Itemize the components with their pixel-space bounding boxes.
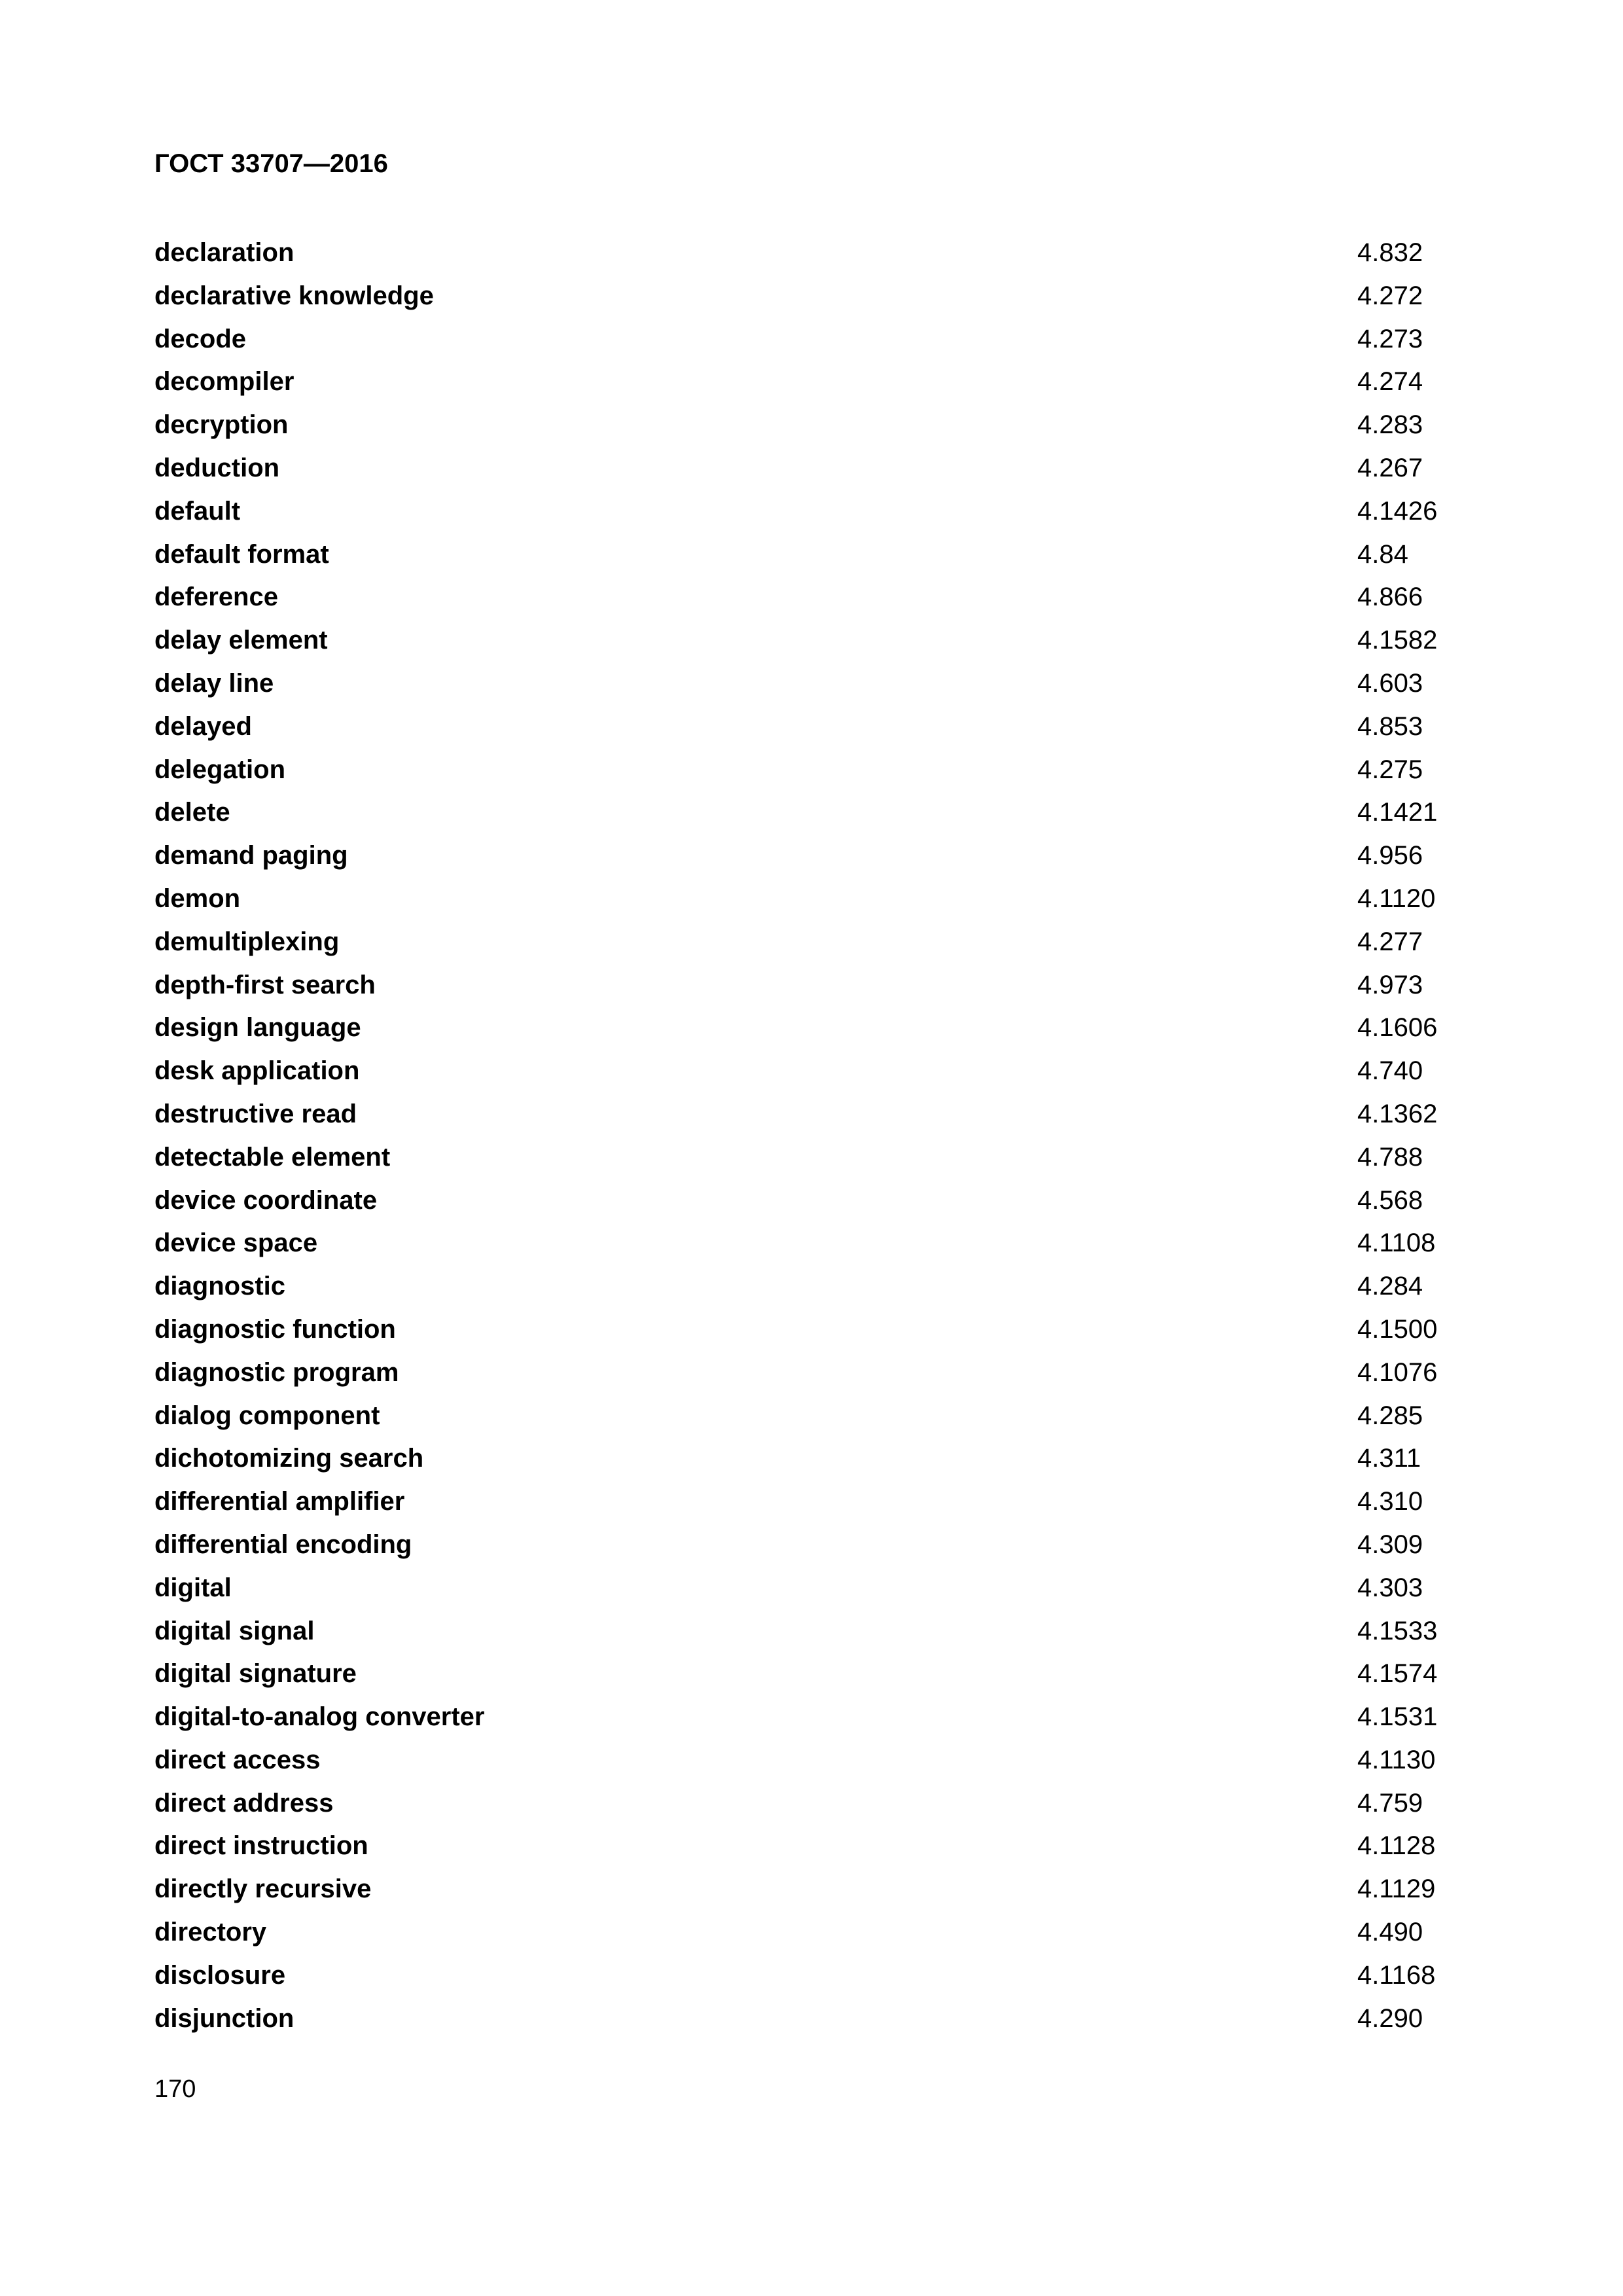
index-term: demon: [154, 884, 241, 913]
index-entry: [154, 321, 1470, 364]
index-reference: 4.973: [1357, 970, 1423, 999]
index-entry: [154, 1139, 1470, 1182]
document-header: ГОСТ 33707—2016: [154, 149, 388, 178]
index-reference: 4.283: [1357, 410, 1423, 440]
index-term: device space: [154, 1229, 318, 1258]
index-entry: [154, 837, 1470, 880]
index-entry: [154, 579, 1470, 622]
index-reference: 4.1076: [1357, 1357, 1438, 1387]
index-entry: [154, 1613, 1470, 1656]
index-term: differential amplifier: [154, 1487, 405, 1516]
index-entry: [154, 794, 1470, 837]
index-term: default: [154, 496, 241, 526]
index-term: delegation: [154, 755, 286, 784]
index-entry: [154, 708, 1470, 751]
index-reference: 4.832: [1357, 238, 1423, 267]
index-term: demultiplexing: [154, 927, 340, 956]
index-entry: [154, 924, 1470, 967]
index-term: differential encoding: [154, 1530, 412, 1559]
index-reference: 4.568: [1357, 1185, 1423, 1215]
index-term: destructive read: [154, 1099, 357, 1128]
index-reference: 4.1500: [1357, 1314, 1438, 1344]
index-entry: [154, 665, 1470, 708]
index-reference: 4.603: [1357, 668, 1423, 698]
index-reference: 4.1108: [1357, 1229, 1436, 1258]
index-term: decode: [154, 324, 247, 353]
index-list: [154, 234, 1470, 2043]
index-term: directory: [154, 1918, 267, 1947]
index-entry: [154, 880, 1470, 924]
index-reference: 4.1130: [1357, 1745, 1436, 1774]
index-entry: [154, 278, 1470, 321]
index-term: delayed: [154, 711, 252, 741]
index-term: detectable element: [154, 1142, 391, 1172]
index-term: disclosure: [154, 1960, 286, 1990]
index-term: deference: [154, 583, 278, 612]
index-term: device coordinate: [154, 1185, 378, 1215]
index-entry: [154, 1268, 1470, 1311]
index-reference: 4.84: [1357, 539, 1408, 569]
index-entry: [154, 1785, 1470, 1828]
index-term: decryption: [154, 410, 289, 440]
index-reference: 4.1533: [1357, 1616, 1438, 1645]
index-reference: 4.853: [1357, 711, 1423, 741]
index-entry: [154, 406, 1470, 450]
index-reference: 4.310: [1357, 1487, 1423, 1516]
index-term: deduction: [154, 453, 280, 482]
index-term: disjunction: [154, 2003, 294, 2033]
index-term: default format: [154, 539, 329, 569]
index-entry: [154, 1225, 1470, 1268]
index-term: diagnostic program: [154, 1357, 399, 1387]
index-term: digital signal: [154, 1616, 315, 1645]
index-entry: [154, 1397, 1470, 1441]
index-reference: 4.1421: [1357, 798, 1438, 827]
index-reference: 4.759: [1357, 1788, 1423, 1818]
index-entry: [154, 1182, 1470, 1225]
index-reference: 4.290: [1357, 2003, 1423, 2033]
index-entry: [154, 1742, 1470, 1785]
index-reference: 4.956: [1357, 841, 1423, 870]
index-term: digital-to-analog converter: [154, 1702, 485, 1732]
index-term: declaration: [154, 238, 294, 267]
index-reference: 4.309: [1357, 1530, 1423, 1559]
index-reference: 4.274: [1357, 367, 1423, 397]
index-term: depth-first search: [154, 970, 376, 999]
index-term: demand paging: [154, 841, 348, 870]
index-entry: [154, 1698, 1470, 1742]
index-reference: 4.1426: [1357, 496, 1438, 526]
index-entry: [154, 493, 1470, 536]
index-reference: 4.1362: [1357, 1099, 1438, 1128]
index-term: digital: [154, 1573, 232, 1602]
index-entry: [154, 622, 1470, 665]
index-term: dichotomizing search: [154, 1444, 424, 1473]
index-reference: 4.1574: [1357, 1659, 1438, 1689]
index-reference: 4.866: [1357, 583, 1423, 612]
index-term: dialog component: [154, 1401, 380, 1430]
index-term: desk application: [154, 1056, 360, 1086]
index-reference: 4.1531: [1357, 1702, 1438, 1732]
index-term: design language: [154, 1013, 361, 1043]
index-entry: [154, 1871, 1470, 1914]
index-reference: 4.1129: [1357, 1874, 1436, 1904]
index-reference: 4.1120: [1357, 884, 1436, 913]
index-entry: [154, 967, 1470, 1010]
index-entry: [154, 536, 1470, 579]
index-entry: [154, 234, 1470, 278]
index-reference: 4.275: [1357, 755, 1423, 784]
index-reference: 4.311: [1357, 1444, 1421, 1473]
index-reference: 4.490: [1357, 1918, 1423, 1947]
index-reference: 4.303: [1357, 1573, 1423, 1602]
index-entry: [154, 751, 1470, 795]
index-term: diagnostic function: [154, 1314, 396, 1344]
index-entry: [154, 1914, 1470, 1957]
index-reference: 4.740: [1357, 1056, 1423, 1086]
index-term: direct access: [154, 1745, 321, 1774]
index-reference: 4.1606: [1357, 1013, 1438, 1043]
index-entry: [154, 1311, 1470, 1354]
index-term: delay line: [154, 668, 274, 698]
index-entry: [154, 2000, 1470, 2043]
index-entry: [154, 450, 1470, 493]
index-entry: [154, 1570, 1470, 1613]
index-reference: 4.1128: [1357, 1831, 1436, 1861]
index-reference: 4.267: [1357, 453, 1423, 482]
index-entry: [154, 1440, 1470, 1483]
index-entry: [154, 1009, 1470, 1052]
index-term: directly recursive: [154, 1874, 372, 1904]
index-term: diagnostic: [154, 1272, 286, 1301]
index-reference: 4.277: [1357, 927, 1423, 956]
index-entry: [154, 1354, 1470, 1397]
index-reference: 4.1168: [1357, 1960, 1436, 1990]
index-reference: 4.1582: [1357, 626, 1438, 655]
index-term: decompiler: [154, 367, 294, 397]
index-reference: 4.285: [1357, 1401, 1423, 1430]
index-term: digital signature: [154, 1659, 357, 1689]
index-term: direct instruction: [154, 1831, 368, 1861]
index-term: delete: [154, 798, 230, 827]
index-term: declarative knowledge: [154, 281, 434, 310]
index-term: delay element: [154, 626, 328, 655]
index-entry: [154, 1957, 1470, 2000]
page-number: 170: [154, 2075, 196, 2103]
index-entry: [154, 1052, 1470, 1096]
index-reference: 4.273: [1357, 324, 1423, 353]
index-entry: [154, 363, 1470, 406]
index-reference: 4.272: [1357, 281, 1423, 310]
index-reference: 4.284: [1357, 1272, 1423, 1301]
index-entry: [154, 1526, 1470, 1570]
index-entry: [154, 1096, 1470, 1139]
index-entry: [154, 1483, 1470, 1526]
index-term: direct address: [154, 1788, 334, 1818]
index-entry: [154, 1655, 1470, 1698]
index-reference: 4.788: [1357, 1142, 1423, 1172]
index-entry: [154, 1827, 1470, 1871]
